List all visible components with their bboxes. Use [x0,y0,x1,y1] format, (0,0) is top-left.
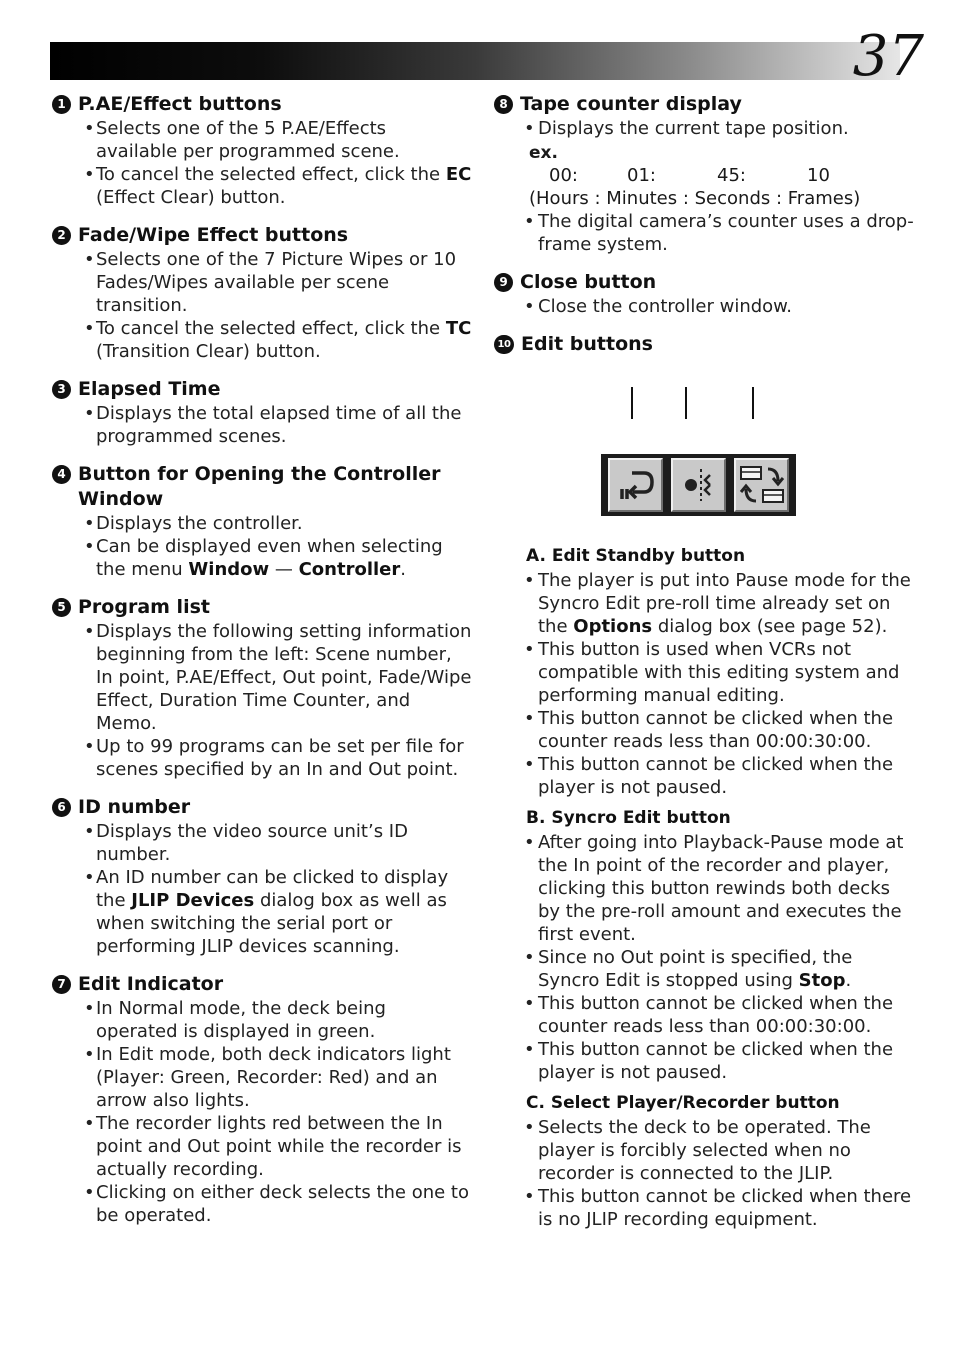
subsection-heading: A. Edit Standby button [526,546,746,566]
text-run: (Effect Clear) button. [96,187,286,208]
text-run: Clicking on either deck selects the one to be operated. [96,1182,469,1226]
bullet-item [494,1185,914,1231]
section-number-badge: 9 [494,273,513,292]
section-heading [52,972,472,997]
text-run: Displays the following setting information beginning from the left: Scene number, In point, P.AE/Effect, Out point, Fade/Wipe Effect, Duration Time Counter, and Memo. [96,621,472,734]
text-run: Since no Out point is specified, the Syncro Edit is stopped using [538,947,853,991]
edit-standby-icon [614,465,658,505]
section-title: Close button [520,271,657,293]
section-number-badge: 5 [52,598,71,617]
section-title: Button for Opening the Controller Window [78,463,441,510]
text-run: The recorder lights red between the In point and Out point while the recorder is actually recording. [96,1113,462,1180]
bullet-item [494,707,914,753]
text-run: Displays the controller. [96,513,303,534]
bullet-item [52,620,472,735]
example-frames: 10 [807,165,830,186]
section-number-badge: 2 [52,226,71,245]
bullet-item [52,866,472,958]
text-run: This button cannot be clicked when there is no JLIP recording equipment. [538,1186,912,1230]
section-number-badge: 8 [494,95,513,114]
section-7 [52,972,472,1227]
example-note: (Hours : Minutes : Seconds : Frames) [529,188,861,209]
section-heading [52,223,472,248]
section-2 [52,223,472,363]
bullet-item [494,992,914,1038]
text-run: In Edit mode, both deck indicators light (Player: Green, Recorder: Red) and an arrow also lights. [96,1044,451,1111]
bullet-item [52,248,472,317]
section-heading [52,92,472,117]
bullet-item [52,735,472,781]
section-number-badge: 1 [52,95,71,114]
text-run: After going into Playback-Pause mode at the In point of the recorder and player, clicking this button rewinds both decks by the pre-roll amount and executes the first event. [538,832,904,945]
section-6 [52,795,472,958]
section-number-badge: 7 [52,975,71,994]
text-run: . [400,559,406,580]
example-hours: 00: [549,165,578,186]
header-bar [50,42,900,80]
pointer-line-c [752,387,754,419]
bullet-item: • The digital camera’s counter uses a drop-frame system. [494,210,914,256]
bold-term: Controller [298,559,401,580]
text-run: Can be displayed even when selecting the menu [96,536,443,580]
bullet-list [52,117,472,209]
bold-term: TC [445,318,472,339]
pointer-line-b [685,387,687,419]
bullet-item [52,402,472,448]
bold-term: Options [573,616,653,637]
text-run: — [269,559,299,580]
section-title: Program list [78,596,210,618]
bullet-item [52,512,472,535]
edit-buttons-figure [494,357,914,537]
example-minutes: 01: [627,165,656,186]
bullet-list [52,512,472,581]
edit-standby-button[interactable] [608,458,663,512]
bullet-list [52,820,472,958]
section-heading [494,92,914,117]
section-title: Tape counter display [520,93,742,115]
section-heading [52,595,472,620]
section-title: Fade/Wipe Effect buttons [78,224,349,246]
bullet-item [52,820,472,866]
text-run: In Normal mode, the deck being operated is displayed in green. [96,998,386,1042]
bullet-item [494,753,914,799]
bullet-item [52,117,472,163]
text-run: dialog box as well as when switching the serial port or performing JLIP devices scanning. [96,890,447,957]
bullet-item [52,317,472,363]
edit-button-descriptions [494,545,914,1231]
section-1 [52,92,472,209]
page-number: 37 [852,24,924,89]
text-run: Selects the deck to be operated. The player is forcibly selected when no recorder is connected to the JLIP. [538,1117,871,1184]
section-title: Edit buttons [521,333,653,355]
text-run: This button is used when VCRs not compatible with this editing system and performing manual editing. [538,639,900,706]
section-number-badge: 6 [52,798,71,817]
text-run: This button cannot be clicked when the player is not paused. [538,1039,894,1083]
section-heading [494,270,914,295]
section-number-badge: 3 [52,380,71,399]
section-title: ID number [78,796,191,818]
bullet-list [494,831,914,1084]
section-4 [52,462,472,581]
bullet-list [52,402,472,448]
bullet-item [494,638,914,707]
example-label: ex. [529,143,558,163]
text-run: To cancel the selected effect, click the [96,164,446,185]
example-seconds: 45: [717,165,746,186]
text-run: This button cannot be clicked when the counter reads less than 00:00:30:00. [538,708,894,752]
bullet-item [52,1112,472,1181]
bullet-list [494,1116,914,1231]
bold-term: EC [445,164,472,185]
section-5 [52,595,472,781]
bullet-item [52,1181,472,1227]
section-number-badge: 10 [494,335,514,354]
bullet-list [52,248,472,363]
bullet-item [52,163,472,209]
section-heading [494,332,914,357]
text-run: Selects one of the 5 P.AE/Effects available per programmed scene. [96,118,400,162]
section-title: Elapsed Time [78,378,221,400]
bullet-item [494,946,914,992]
section-title: P.AE/Effect buttons [78,93,282,115]
text-run: An ID number can be clicked to display the [96,867,449,911]
bullet-item [494,1038,914,1084]
bullet-list [494,569,914,799]
section-heading [52,462,472,512]
bullet-item: • Displays the current tape position. [494,117,914,140]
section-3 [52,377,472,448]
syncro-edit-button[interactable] [671,458,726,512]
bold-term: JLIP Devices [131,890,255,911]
right-column [494,92,914,1231]
bold-term: Window [188,559,270,580]
bullet-item [494,831,914,946]
bullet-item [494,569,914,638]
syncro-edit-icon [677,465,721,505]
text-run: This button cannot be clicked when the player is not paused. [538,754,894,798]
bold-term: Stop [798,970,846,991]
bullet-item [52,1043,472,1112]
text-run: Displays the total elapsed time of all the programmed scenes. [96,403,462,447]
section-heading [52,795,472,820]
text-run: The player is put into Pause mode for the Syncro Edit pre-roll time already set on the [538,570,911,637]
section-tape-counter [494,92,914,256]
bullet-item [52,997,472,1043]
text-run: (Transition Clear) button. [96,341,321,362]
select-player-recorder-icon [738,463,786,507]
subsection-heading: C. Select Player/Recorder button [526,1093,840,1113]
section-edit-buttons [494,332,914,1231]
text-run: This button cannot be clicked when the counter reads less than 00:00:30:00. [538,993,894,1037]
text-run: . [845,970,852,991]
pointer-line-a [631,387,633,419]
section-number-badge: 4 [52,465,71,484]
text-run: dialog box (see page 52). [652,616,888,637]
edit-toolbar [601,454,796,516]
example-values [549,164,914,187]
text-run: Up to 99 programs can be set per file for scenes specified by an In and Out point. [96,736,464,780]
bullet-list [52,997,472,1227]
select-player-recorder-button[interactable] [734,458,789,512]
left-column [52,92,472,1241]
section-title: Edit Indicator [78,973,224,995]
section-close-button [494,270,914,318]
bullet-item: • Close the controller window. [494,295,914,318]
bullet-list [52,620,472,781]
section-heading [52,377,472,402]
text-run: To cancel the selected effect, click the [96,318,446,339]
subsection-heading: B. Syncro Edit button [526,808,731,828]
text-run: Displays the video source unit’s ID number. [96,821,408,865]
bullet-item [52,535,472,581]
bullet-item [494,1116,914,1185]
text-run: Selects one of the 7 Picture Wipes or 10 Fades/Wipes available per scene transition. [96,249,457,316]
